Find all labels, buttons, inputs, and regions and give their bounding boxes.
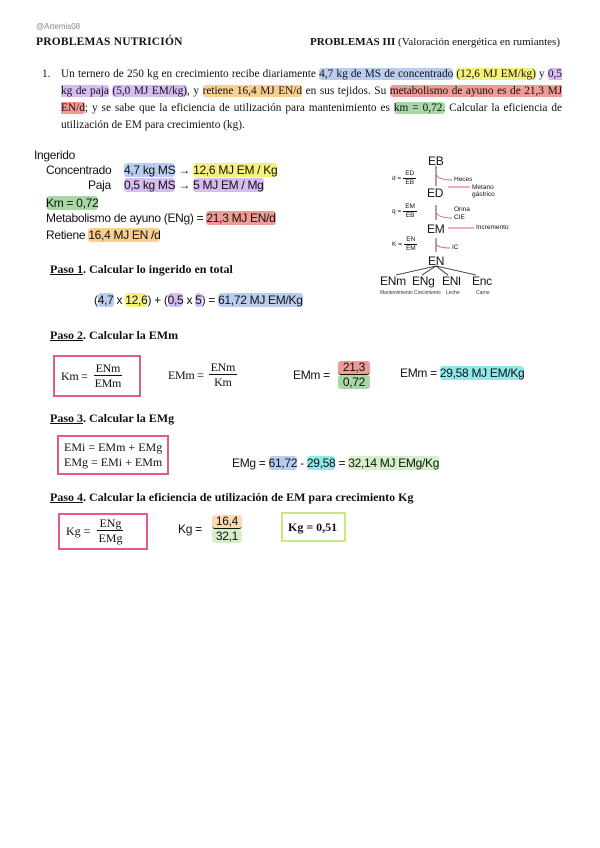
paso4-kg2-num: 16,4 <box>212 515 242 529</box>
paso3-eq1: EMi = EMm + EMg <box>64 440 163 454</box>
problem-statement <box>42 66 562 134</box>
diagram-eng-sub: Crecimiento <box>414 290 441 296</box>
paso2-emm2-formula <box>293 361 370 389</box>
header-subtitle <box>310 36 560 48</box>
notes-paja-line <box>124 178 264 192</box>
header-title: PROBLEMAS NUTRICIÓN <box>36 36 183 48</box>
diagram-ic: IC <box>452 244 459 251</box>
highlight-concentrado: 4,7 kg de MS de concentrado <box>319 68 454 80</box>
paso1-b: 12,6 <box>125 293 148 307</box>
paso4-kg-box <box>58 513 148 550</box>
paso2-emm-den: Km <box>214 375 232 389</box>
formula-d-frac <box>403 170 416 187</box>
paso2-label: Paso 2 <box>50 328 83 342</box>
notes-paja-em: 5 MJ EM / Mg <box>193 178 264 192</box>
diagram-ed: ED <box>427 186 444 200</box>
paso3-calc-minus: - <box>297 456 307 470</box>
notes-metabolismo <box>46 211 276 225</box>
diagram-en: EN <box>428 254 445 268</box>
paso4-kg-formula <box>66 517 124 545</box>
paso1-equals: ) = <box>201 293 216 307</box>
problem-text: y <box>539 68 545 80</box>
notes-metabolismo-value: 21,3 MJ EN/d <box>206 211 276 225</box>
paso2-emm3-label: EMm = <box>400 366 437 380</box>
paso2-emm-frac <box>209 361 237 389</box>
formula-q-frac <box>403 203 417 220</box>
diagram-enc: Enc <box>472 274 492 288</box>
formula-d-den: EB <box>405 179 415 186</box>
diagram-eb: EB <box>428 154 444 168</box>
paso1-plus: ) + ( <box>147 293 168 307</box>
paso3-title <box>50 411 174 426</box>
paso3-calc-a: 61,72 <box>268 456 298 470</box>
paso3-calc-b: 29,58 <box>306 456 336 470</box>
diagram-eng: ENg <box>412 274 435 288</box>
formula-k <box>392 236 418 253</box>
paso2-km-frac <box>93 362 123 390</box>
paso1-times: x <box>183 293 196 307</box>
paso1-times: x <box>113 293 126 307</box>
header-subtitle-bold: PROBLEMAS III <box>310 36 396 48</box>
notes-concentrado-line <box>124 163 277 177</box>
paso4-kg-label: Kg = <box>66 523 91 538</box>
highlight-km: km = 0,72. <box>393 102 446 114</box>
formula-k-frac <box>404 236 418 253</box>
paso1-title <box>50 262 233 277</box>
paso1-calc <box>94 293 303 307</box>
diagram-enc-sub: Carne <box>476 290 490 296</box>
highlight-paja-em: (5,0 MJ EM/kg) <box>112 85 188 97</box>
header-subtitle-normal: (Valoración energética en rumiantes) <box>398 36 561 48</box>
formula-q-label: q = <box>392 208 402 215</box>
paso2-km-num: ENm <box>95 361 121 375</box>
paso1-title-text: . Calcular lo ingerido en total <box>83 262 233 276</box>
paso4-label: Paso 4 <box>50 490 83 504</box>
paso2-emm2-label: EMm = <box>293 368 330 382</box>
diagram-enl: ENl <box>442 274 461 288</box>
formula-q <box>392 203 417 220</box>
paso4-kg-num: ENg <box>99 516 122 530</box>
paso4-kg-frac <box>96 517 124 545</box>
notes-retiene <box>46 228 160 242</box>
problem-text: , y <box>187 85 200 97</box>
paso1-label: Paso 1 <box>50 262 83 276</box>
paso4-kg2-formula <box>178 515 242 543</box>
paso2-emm3-value: 29,58 MJ EM/Kg <box>439 366 525 380</box>
problem-text: Calcular la eficiencia de utilización de EM para crecimiento (kg). <box>61 102 562 131</box>
paso4-kg2-frac <box>212 515 242 543</box>
paso4-kg-den: EMg <box>98 531 123 545</box>
formula-k-label: K = <box>392 241 402 248</box>
diagram-heces: Heces <box>454 176 473 183</box>
diagram-orina: Orina <box>454 206 470 213</box>
paso3-calc-result: 32,14 MJ EMg/Kg <box>348 456 440 470</box>
diagram-em: EM <box>427 222 445 236</box>
diagram-enl-sub: Leche <box>446 290 460 296</box>
paso2-km-formula <box>61 362 123 390</box>
paso4-final: Kg = 0,51 <box>288 520 338 534</box>
highlight-concentrado-em: (12,6 MJ EM/kg) <box>456 68 536 80</box>
notes-concentrado-label: Concentrado <box>46 163 112 177</box>
notes-km <box>46 196 98 210</box>
paso3-calc-eq: = <box>335 456 346 470</box>
paso3-label: Paso 3 <box>50 411 83 425</box>
arrow-icon: → <box>178 178 191 192</box>
paso3-eq-box <box>57 435 169 475</box>
paso4-kg2-den: 32,1 <box>212 529 242 543</box>
paso2-emm3 <box>400 366 524 380</box>
formula-d <box>392 170 416 187</box>
formula-k-num: EN <box>406 236 416 243</box>
problem-text: en sus tejidos. Su <box>305 85 387 97</box>
formula-d-num: ED <box>405 170 415 177</box>
notes-concentrado-ms: 4,7 kg MS <box>124 163 176 177</box>
paso3-calc-label: EMg = <box>232 456 266 470</box>
notes-paja-ms: 0,5 kg MS <box>124 178 176 192</box>
problem-text: Un ternero de 250 kg en crecimiento recibe diariamente <box>61 68 316 80</box>
paso2-title <box>50 328 178 343</box>
paso3-title-text: . Calcular la EMg <box>83 411 175 425</box>
paso3-equations <box>64 440 162 470</box>
paso2-emm-formula <box>168 361 237 389</box>
diagram-orina2: CIE <box>454 214 465 221</box>
paso3-calc <box>232 456 439 470</box>
diagram-enm-sub: Mantenimiento <box>380 290 413 296</box>
paso2-emm2-den: 0,72 <box>338 375 370 389</box>
notes-concentrado-em: 12,6 MJ EM / Kg <box>193 163 278 177</box>
highlight-retiene: retiene 16,4 MJ EN/d <box>202 85 303 97</box>
watermark: @Artemis08 <box>36 22 81 31</box>
paso2-emm-num: ENm <box>210 360 236 374</box>
diagram-incremento: Incremento <box>476 224 509 231</box>
formula-q-num: EM <box>405 203 415 210</box>
paso2-km-box <box>53 355 141 397</box>
highlight-metabolismo: metabolismo de ayuno es de 21,3 MJ EN/d <box>61 85 563 114</box>
paso1-paren: ( <box>94 293 98 307</box>
paso1-a: 4,7 <box>97 293 114 307</box>
paso2-km-den: EMm <box>94 376 122 390</box>
paso4-final-box <box>281 512 346 542</box>
notes-retiene-value: 16,4 MJ EN /d <box>88 228 161 242</box>
paso4-kg2-label: Kg = <box>178 522 202 536</box>
paso3-eq2: EMg = EMi + EMm <box>64 455 163 469</box>
arrow-icon: → <box>178 163 191 177</box>
formula-d-label: d = <box>392 175 402 182</box>
paso2-emm2-num: 21,3 <box>338 361 370 375</box>
notes-metabolismo-label: Metabolismo de ayuno (ENg) = <box>46 211 204 225</box>
highlight-paja: 0,5 kg de paja <box>61 68 562 97</box>
formula-q-den: EB <box>405 212 415 219</box>
problem-number: 1. <box>42 68 51 80</box>
problem-text: ; y se sabe que la eficiencia de utilización para mantenimiento es <box>84 102 390 114</box>
notes-paja-label: Paja <box>88 178 111 192</box>
formula-k-den: EM <box>405 245 416 252</box>
notes-retiene-label: Retiene <box>46 228 86 242</box>
notes-km-value: Km = 0,72 <box>46 196 99 210</box>
paso1-d: 5 <box>195 293 202 307</box>
diagram-gases: Metano gástrico <box>472 184 495 198</box>
paso1-c: 0,5 <box>167 293 184 307</box>
paso1-result: 61,72 MJ EM/Kg <box>218 293 303 307</box>
paso2-emm-label: EMm = <box>168 367 204 382</box>
paso2-km-label: Km = <box>61 368 88 383</box>
paso2-title-text: . Calcular la EMm <box>83 328 179 342</box>
paso2-emm2-frac <box>338 361 370 389</box>
notes-ingerido: Ingerido <box>34 148 75 162</box>
paso4-title-text: . Calcular la eficiencia de utilización de EM para crecimiento Kg <box>83 490 414 504</box>
paso4-title <box>50 490 414 505</box>
diagram-enm: ENm <box>380 274 406 288</box>
